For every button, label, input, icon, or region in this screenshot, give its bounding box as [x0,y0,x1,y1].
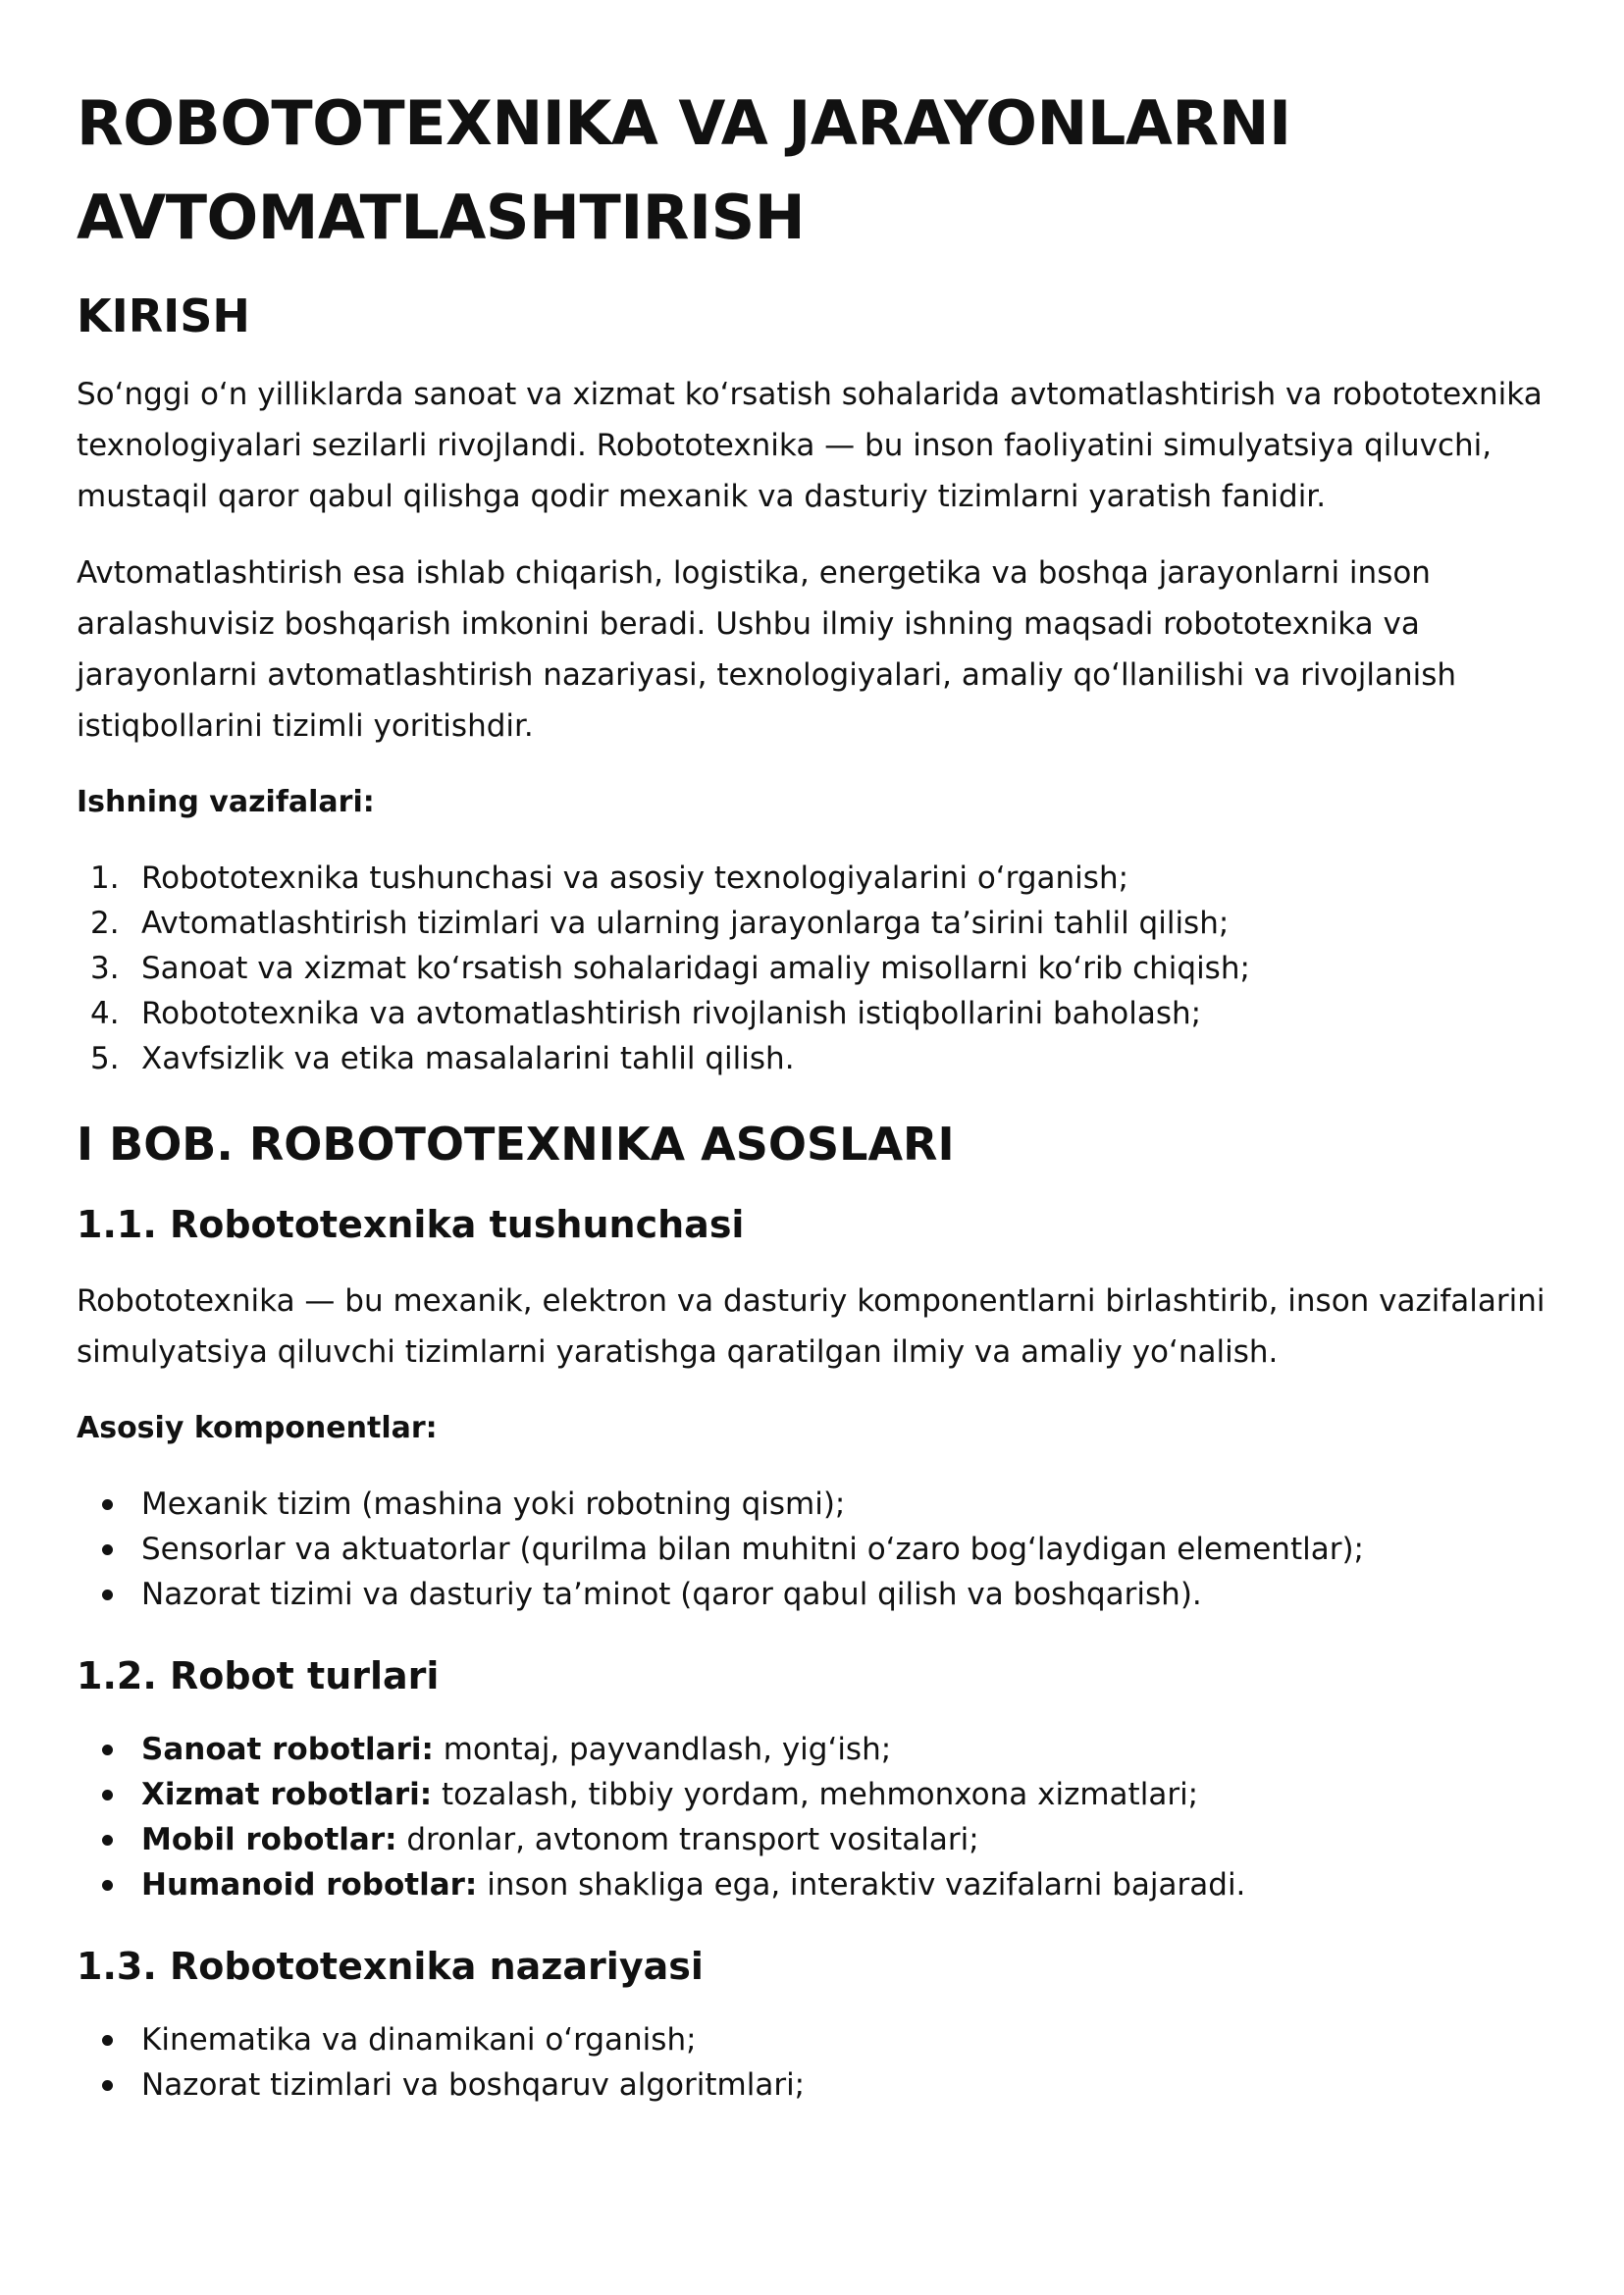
title-line-2: AVTOMATLASHTIRISH [77,182,806,253]
bullet-icon [102,1745,113,1755]
list-item: 1. Robototexnika tushunchasi va asosiy texnologiyalarini oʻrganish; [90,861,1129,896]
bullet-icon [102,2035,113,2046]
tasks-label: Ishning vazifalari: [77,785,375,819]
title-line-1: ROBOTOTEXNIKA VA JARAYONLARNI [77,87,1291,159]
bullet-icon [102,2080,113,2091]
bullet-icon [102,1544,113,1555]
list-item: 4. Robototexnika va avtomatlashtirish rivojlanish istiqbollarini baholash; [90,996,1202,1031]
section-1-1-heading: 1.1. Robototexnika tushunchasi [77,1203,745,1246]
section-1-3-heading: 1.3. Robototexnika nazariyasi [77,1945,704,1988]
components-list [77,1482,1545,1617]
bullet-icon [102,1499,113,1510]
intro-paragraph-2: Avtomatlashtirish esa ishlab chiqarish, logistika, energetika va boshqa jarayonlarni inson aralashuvisiz boshqarish imkonini beradi. Ushbu ilmiy ishning maqsadi robototexnika va jarayonlarni avtomatlashtirish nazariyasi, texnologiyalari, amaliy qoʻllanilishi va rivojlanish istiqbollarini tizimli yoritishdir. [77,555,1457,744]
bullet-icon [102,1835,113,1846]
list-item: Xizmat robotlari: tozalash, tibbiy yordam, mehmonxona xizmatlari; [77,1772,1545,1817]
bullet-icon [102,1590,113,1600]
list-item: Mobil robotlar: dronlar, avtonom transport vositalari; [77,1817,1545,1862]
document-title [77,77,1545,265]
list-item: Humanoid robotlar: inson shakliga ega, interaktiv vazifalarni bajaradi. [77,1862,1545,1907]
list-item: Mexanik tizim (mashina yoki robotning qismi); [77,1482,1545,1527]
robot-types-list [77,1727,1545,1907]
intro-heading: KIRISH [77,289,250,342]
list-item: Kinematika va dinamikani oʻrganish; [77,2017,1545,2062]
tasks-list [77,856,1545,1081]
bullet-icon [102,1790,113,1800]
theory-list [77,2017,1545,2108]
list-item: 2. Avtomatlashtirish tizimlari va ularning jarayonlarga taʼsirini tahlil qilish; [90,906,1230,941]
list-item: Sensorlar va aktuatorlar (qurilma bilan muhitni oʻzaro bogʻlaydigan elementlar); [77,1527,1545,1572]
list-item: Nazorat tizimi va dasturiy taʼminot (qaror qabul qilish va boshqarish). [77,1572,1545,1617]
intro-paragraph-1: Soʻnggi oʻn yilliklarda sanoat va xizmat koʻrsatish sohalarida avtomatlashtirish va robototexnika texnologiyalari sezilarli rivojlandi. Robototexnika — bu inson faoliyatini simulyatsiya qiluvchi, mustaqil qaror qabul qilishga qodir mexanik va dasturiy tizimlarni yaratish fanidir. [77,377,1543,514]
section-1-1-paragraph: Robototexnika — bu mexanik, elektron va dasturiy komponentlarni birlashtirib, inson vazifalarini simulyatsiya qiluvchi tizimlarni yaratishga qaratilgan ilmiy va amaliy yoʻnalish. [77,1283,1545,1370]
list-item: 3. Sanoat va xizmat koʻrsatish sohalaridagi amaliy misollarni koʻrib chiqish; [90,951,1250,986]
list-item: Nazorat tizimlari va boshqaruv algoritmlari; [77,2062,1545,2108]
bullet-icon [102,1880,113,1891]
section-1-2-heading: 1.2. Robot turlari [77,1654,440,1697]
components-label: Asosiy komponentlar: [77,1411,438,1445]
list-item: 5. Xavfsizlik va etika masalalarini tahlil qilish. [90,1041,795,1076]
chapter-1-heading: I BOB. ROBOTOTEXNIKA ASOSLARI [77,1118,955,1171]
list-item: Sanoat robotlari: montaj, payvandlash, yigʻish; [77,1727,1545,1772]
